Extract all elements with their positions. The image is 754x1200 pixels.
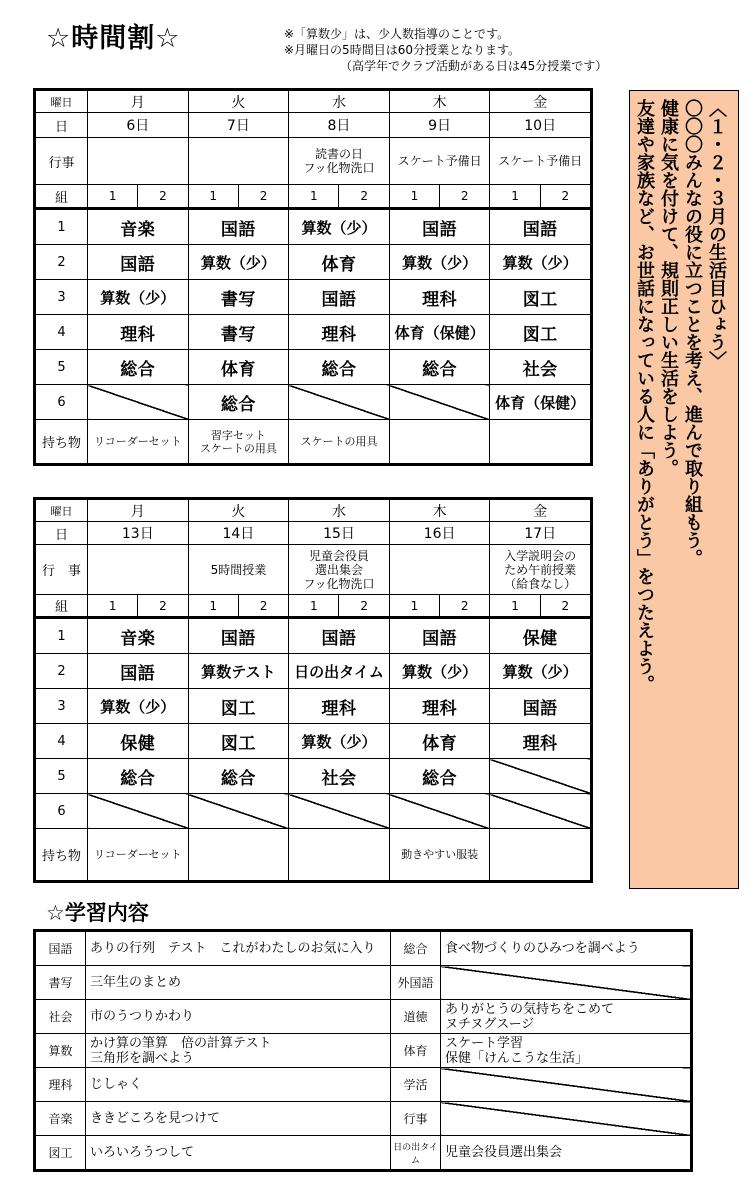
group-cell: 2 (339, 185, 389, 209)
items-cell: スケートの用具 (289, 420, 390, 464)
subject-cell: 社会 (289, 759, 390, 794)
subject-cell: 算数（少） (188, 245, 289, 280)
group-cell: 1 (88, 595, 138, 618)
empty-slot (389, 794, 490, 829)
items-cell (490, 829, 591, 881)
learning-content: 市のうつりかわり (86, 1000, 391, 1034)
subject-cell: 保健 (88, 724, 189, 759)
empty-slot (88, 385, 189, 420)
event-cell: スケート予備日 (490, 138, 591, 185)
date-cell: 10日 (490, 113, 591, 138)
learning-subject: 国語 (36, 932, 86, 966)
subject-cell: 国語 (289, 280, 390, 315)
group-cell: 2 (440, 185, 490, 209)
subject-cell: 算数（少） (88, 689, 189, 724)
group-cell: 2 (540, 185, 590, 209)
subject-cell: 算数（少） (490, 654, 591, 689)
learning-subject: 総合 (391, 932, 441, 966)
date-cell: 7日 (188, 113, 289, 138)
subject-cell: 体育 (389, 724, 490, 759)
group-cell: 1 (289, 595, 339, 618)
subject-cell: 体育 (289, 245, 390, 280)
subject-cell: 図工 (188, 689, 289, 724)
timetable-week-2 (35, 499, 591, 881)
period-row (36, 759, 591, 794)
learning-subject: 音楽 (36, 1102, 86, 1136)
learning-subject: 行事 (391, 1102, 441, 1136)
period-number: 6 (36, 794, 88, 829)
items-label: 持ち物 (36, 420, 88, 464)
group-cell: 1 (289, 185, 339, 209)
empty-slot (188, 794, 289, 829)
date-cell: 8日 (289, 113, 390, 138)
period-number: 1 (36, 209, 88, 245)
period-row (36, 794, 591, 829)
subject-cell: 総合 (188, 385, 289, 420)
subject-cell: 理科 (289, 689, 390, 724)
subject-cell: 体育 (188, 350, 289, 385)
learning-row (36, 1136, 691, 1170)
date-cell: 17日 (490, 522, 591, 545)
day-header: 水 (289, 500, 390, 522)
subject-cell: 総合 (389, 350, 490, 385)
subject-cell: 書写 (188, 280, 289, 315)
subject-cell: 国語 (188, 209, 289, 245)
subject-cell: 国語 (389, 618, 490, 654)
empty-slot (289, 794, 390, 829)
date-label: 日 (36, 113, 88, 138)
group-cell: 2 (339, 595, 389, 618)
subject-cell: 日の出タイム (289, 654, 390, 689)
learning-row (36, 1102, 691, 1136)
subject-cell: 国語 (289, 618, 390, 654)
subject-cell: 理科 (88, 315, 189, 350)
period-row (36, 315, 591, 350)
monthly-goals-box (629, 90, 739, 889)
empty-slot (490, 759, 591, 794)
learning-table (35, 931, 691, 1170)
learning-title: ☆学習内容 (46, 901, 149, 925)
period-number: 4 (36, 315, 88, 350)
event-cell: スケート予備日 (389, 138, 490, 185)
learning-row (36, 1034, 691, 1068)
group-cell: 1 (188, 595, 238, 618)
day-header: 金 (490, 500, 591, 522)
items-cell: リコーダーセット (88, 420, 189, 464)
subject-cell: 国語 (88, 654, 189, 689)
subject-cell: 総合 (88, 350, 189, 385)
subject-cell: 理科 (289, 315, 390, 350)
subject-cell: 国語 (389, 209, 490, 245)
period-row (36, 350, 591, 385)
subject-cell: 図工 (188, 724, 289, 759)
note-line: ※月曜日の5時間目は60分授業となります。 (284, 43, 521, 57)
learning-content (441, 1068, 691, 1102)
day-header: 月 (88, 91, 189, 113)
learning-content: スケート学習 保健「けんこうな生活」 (441, 1034, 691, 1068)
subject-cell: 総合 (88, 759, 189, 794)
notes (284, 26, 607, 74)
subject-cell: 算数（少） (289, 724, 390, 759)
period-number: 1 (36, 618, 88, 654)
subject-cell: 図工 (490, 315, 591, 350)
learning-content: かけ算の筆算 倍の計算テスト 三角形を調べよう (86, 1034, 391, 1068)
event-cell (188, 138, 289, 185)
group-label: 組 (36, 595, 88, 618)
empty-slot (490, 794, 591, 829)
subject-cell: 国語 (490, 209, 591, 245)
period-number: 3 (36, 689, 88, 724)
date-cell: 9日 (389, 113, 490, 138)
learning-row (36, 1000, 691, 1034)
items-cell (389, 420, 490, 464)
group-cell: 2 (138, 595, 188, 618)
period-row (36, 245, 591, 280)
items-cell: 動きやすい服装 (389, 829, 490, 881)
learning-subject: 道徳 (391, 1000, 441, 1034)
subject-cell: 理科 (490, 724, 591, 759)
period-number: 3 (36, 280, 88, 315)
subject-cell: 総合 (188, 759, 289, 794)
subject-cell: 社会 (490, 350, 591, 385)
group-cell: 2 (540, 595, 590, 618)
date-cell: 6日 (88, 113, 189, 138)
period-number: 6 (36, 385, 88, 420)
event-cell (88, 545, 189, 595)
subject-cell: 国語 (188, 618, 289, 654)
group-cell: 2 (138, 185, 188, 209)
items-cell: 習字セット スケートの用具 (188, 420, 289, 464)
day-header: 木 (389, 500, 490, 522)
empty-slot (289, 385, 390, 420)
page-title: ☆時間割☆ (46, 23, 181, 54)
event-cell: 5時間授業 (188, 545, 289, 595)
period-number: 5 (36, 350, 88, 385)
learning-subject: 図工 (36, 1136, 86, 1170)
event-cell (389, 545, 490, 595)
date-cell: 15日 (289, 522, 390, 545)
subject-cell: 算数（少） (289, 209, 390, 245)
subject-cell: 理科 (389, 280, 490, 315)
learning-content: ありがとうの気持ちをこめて ヌチヌグスージ (441, 1000, 691, 1034)
subject-cell: 国語 (490, 689, 591, 724)
subject-cell: 体育（保健） (389, 315, 490, 350)
subject-cell: 図工 (490, 280, 591, 315)
weekday-label: 曜日 (36, 500, 88, 522)
subject-cell: 体育（保健） (490, 385, 591, 420)
group-cell: 2 (238, 595, 288, 618)
day-header: 火 (188, 500, 289, 522)
period-number: 2 (36, 654, 88, 689)
day-header: 火 (188, 91, 289, 113)
subject-cell: 総合 (289, 350, 390, 385)
period-row (36, 689, 591, 724)
weekday-label: 曜日 (36, 91, 88, 113)
period-row (36, 618, 591, 654)
group-cell: 1 (490, 185, 540, 209)
group-label: 組 (36, 185, 88, 209)
subject-cell: 算数（少） (389, 245, 490, 280)
subject-cell: 国語 (88, 245, 189, 280)
learning-subject: 算数 (36, 1034, 86, 1068)
learning-content: いろいろうつして (86, 1136, 391, 1170)
items-label: 持ち物 (36, 829, 88, 881)
items-cell (188, 829, 289, 881)
subject-cell: 算数テスト (188, 654, 289, 689)
group-cell: 1 (389, 185, 439, 209)
note-line: ※「算数少」は、少人数指導のことです。 (284, 27, 510, 41)
date-cell: 16日 (389, 522, 490, 545)
learning-content: 児童会役員選出集会 (441, 1136, 691, 1170)
event-label: 行 事 (36, 545, 88, 595)
learning-subject: 外国語 (391, 966, 441, 1000)
learning-subject: 学活 (391, 1068, 441, 1102)
learning-content (441, 966, 691, 1000)
subject-cell: 理科 (389, 689, 490, 724)
event-label: 行事 (36, 138, 88, 185)
learning-subject: 体育 (391, 1034, 441, 1068)
monthly-goals-text: 〈１・２・３月の生活目ひょう〉 〇〇〇みんなの役に立つことを考え、進んで取り組もう。 健康に気を付けて、規則正しい生活をしよう。 友達や家族など、お世話になっている人に「ありがとう」をつたえよう。 (634, 99, 727, 693)
items-cell (289, 829, 390, 881)
learning-content: ありの行列 テスト これがわたしのお気に入り (86, 932, 391, 966)
learning-content: 食べ物づくりのひみつを調べよう (441, 932, 691, 966)
period-row (36, 280, 591, 315)
day-header: 月 (88, 500, 189, 522)
period-row (36, 209, 591, 245)
learning-content: ききどころを見つけて (86, 1102, 391, 1136)
subject-cell: 音楽 (88, 618, 189, 654)
event-cell: 児童会役員 選出集会 フッ化物洗口 (289, 545, 390, 595)
day-header: 水 (289, 91, 390, 113)
period-row (36, 385, 591, 420)
period-row (36, 724, 591, 759)
subject-cell: 算数（少） (490, 245, 591, 280)
group-cell: 1 (88, 185, 138, 209)
period-number: 4 (36, 724, 88, 759)
learning-subject: 理科 (36, 1068, 86, 1102)
period-row (36, 654, 591, 689)
date-cell: 14日 (188, 522, 289, 545)
period-number: 5 (36, 759, 88, 794)
learning-subject: 日の出タイム (391, 1136, 441, 1170)
empty-slot (88, 794, 189, 829)
date-label: 日 (36, 522, 88, 545)
learning-content (441, 1102, 691, 1136)
timetable-week-1 (35, 90, 591, 464)
items-cell (490, 420, 591, 464)
group-cell: 1 (490, 595, 540, 618)
group-cell: 2 (238, 185, 288, 209)
subject-cell: 書写 (188, 315, 289, 350)
subject-cell: 総合 (389, 759, 490, 794)
event-cell (88, 138, 189, 185)
learning-row (36, 966, 691, 1000)
subject-cell: 音楽 (88, 209, 189, 245)
note-line: （高学年でクラブ活動がある日は45分授業です） (340, 59, 608, 73)
event-cell: 読書の日 フッ化物洗口 (289, 138, 390, 185)
day-header: 金 (490, 91, 591, 113)
learning-row (36, 1068, 691, 1102)
subject-cell: 算数（少） (88, 280, 189, 315)
group-cell: 1 (389, 595, 439, 618)
subject-cell: 算数（少） (389, 654, 490, 689)
learning-content: じしゃく (86, 1068, 391, 1102)
items-cell: リコーダーセット (88, 829, 189, 881)
learning-subject: 社会 (36, 1000, 86, 1034)
group-cell: 1 (188, 185, 238, 209)
learning-content: 三年生のまとめ (86, 966, 391, 1000)
learning-subject: 書写 (36, 966, 86, 1000)
empty-slot (389, 385, 490, 420)
learning-row (36, 932, 691, 966)
subject-cell: 保健 (490, 618, 591, 654)
date-cell: 13日 (88, 522, 189, 545)
event-cell: 入学説明会の ため午前授業 （給食なし） (490, 545, 591, 595)
period-number: 2 (36, 245, 88, 280)
group-cell: 2 (440, 595, 490, 618)
day-header: 木 (389, 91, 490, 113)
